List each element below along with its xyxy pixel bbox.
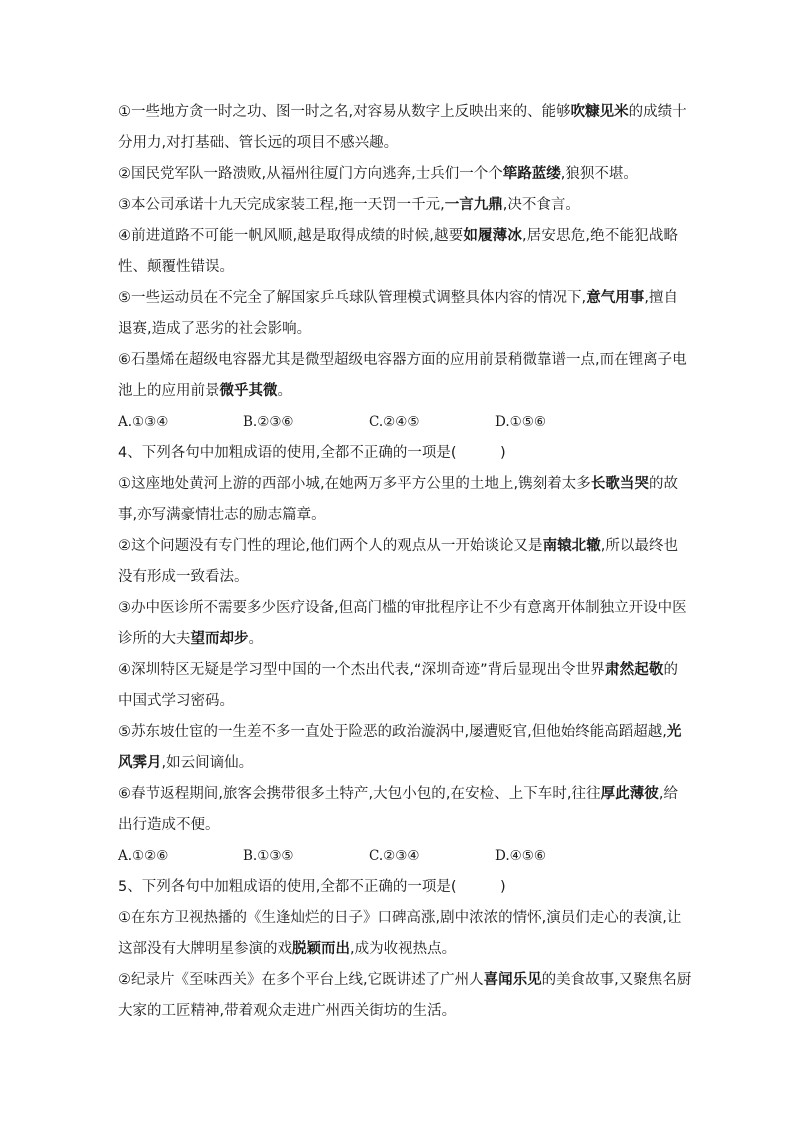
sentence-item (118, 779, 678, 841)
sentence-line (118, 562, 678, 593)
sentence-text: ,给 (658, 786, 679, 802)
sentence-text: ,如云间谪仙。 (161, 755, 254, 771)
sentence-item (118, 655, 678, 717)
sentence-text: ⑤苏东坡仕宦的一生差不多一直处于险恶的政治漩涡中,屡遭贬官,但他始终能高蹈超越, (118, 724, 667, 740)
bold-idiom: 南辕北辙 (542, 538, 601, 554)
sentence-line (118, 128, 678, 159)
sentence-line (118, 934, 678, 965)
sentence-line (118, 748, 678, 779)
option-a[interactable]: A.①②⑥ (118, 848, 169, 864)
sentence-text: 诊所的大夫 (118, 631, 191, 647)
sentence-text: 大家的工匠精神,带着观众走进广州西关街坊的生活。 (118, 1003, 457, 1019)
sentence-text: 的美食故事,又聚焦名厨 (541, 972, 692, 988)
sentence-text: ,狼狈不堪。 (560, 166, 638, 182)
sentence-line (118, 283, 678, 314)
sentence-item (118, 345, 687, 407)
sentence-item (118, 903, 682, 965)
bold-idiom: 吹糠见米 (570, 104, 629, 120)
sentence-item (118, 593, 687, 655)
sentence-item (118, 469, 678, 531)
sentence-item (118, 159, 678, 190)
bold-idiom: 光 (666, 724, 682, 740)
sentence-text: ④前进道路不可能一帆风顺,越是取得成绩的时候,越要 (118, 228, 464, 244)
sentence-text: ④深圳特区无疑是学习型中国的一个杰出代表,“深圳奇迹”背后显现出令世界 (118, 662, 605, 678)
sentence-text: 池上的应用前景 (118, 383, 220, 399)
sentence-text: ,成为收视热点。 (350, 941, 457, 957)
sentence-line (118, 500, 678, 531)
sentence-line (118, 469, 678, 500)
sentence-text: 的成绩十 (628, 104, 687, 120)
sentence-line (118, 996, 678, 1027)
question-3-options (118, 407, 678, 438)
question-4-items (118, 469, 687, 841)
sentence-line (118, 686, 678, 717)
sentence-text: 。 (248, 631, 263, 647)
sentence-text: 中国式学习密码。 (118, 693, 234, 709)
sentence-text: 分用力,对打基础、管长远的项目不感兴趣。 (118, 135, 399, 151)
sentence-line (118, 717, 682, 748)
sentence-item (118, 717, 682, 779)
sentence-text: 没有形成一致看法。 (118, 569, 249, 585)
sentence-item (118, 190, 678, 221)
question-3-items (118, 97, 687, 407)
sentence-line (118, 376, 678, 407)
sentence-text: ,决不食言。 (502, 197, 580, 213)
sentence-text: ,所以最终也 (600, 538, 679, 554)
question-5-items (118, 903, 692, 1027)
bold-idiom: 风霁月 (118, 755, 162, 771)
question-4-options (118, 841, 678, 872)
document-page (118, 97, 692, 1027)
sentence-text: 出行造成不便。 (118, 817, 220, 833)
sentence-line (118, 252, 678, 283)
bold-idiom: 喜闻乐见 (483, 972, 542, 988)
sentence-item (118, 221, 678, 283)
sentence-text: 的故 (648, 476, 679, 492)
sentence-line (118, 965, 692, 996)
bold-idiom: 一言九鼎 (444, 197, 503, 213)
sentence-text: 退赛,造成了恶劣的社会影响。 (118, 321, 312, 337)
sentence-text: 性、颠覆性错误。 (118, 259, 234, 275)
question-4-stem: 4、下列各句中加粗成语的使用,全都不正确的一项是( ) (118, 445, 506, 461)
sentence-line (118, 655, 678, 686)
sentence-text: ②这个问题没有专门性的理论,他们两个人的观点从一开始谈论又是 (118, 538, 543, 554)
bold-idiom: 微乎其微 (219, 383, 278, 399)
sentence-text: 事,亦写满豪情壮志的励志篇章。 (118, 507, 326, 523)
sentence-text: ⑥石墨烯在超级电容器尤其是微型超级电容器方面的应用前景稍微靠谱一点,而在锂离子电 (118, 352, 687, 368)
sentence-line (118, 531, 678, 562)
sentence-line (118, 593, 687, 624)
question-5-stem: 5、下列各句中加粗成语的使用,全都不正确的一项是( ) (118, 879, 506, 895)
bold-idiom: 脱颖而出 (292, 941, 350, 957)
sentence-line (118, 97, 687, 128)
sentence-text: 的 (663, 662, 679, 678)
sentence-item (118, 965, 692, 1027)
bold-idiom: 意气用事 (586, 290, 645, 306)
bold-idiom: 如履薄冰 (463, 228, 522, 244)
sentence-line (118, 624, 678, 655)
sentence-text: ⑤一些运动员在不完全了解国家乒乓球队管理模式调整具体内容的情况下, (118, 290, 587, 306)
option-d[interactable]: D.④⑤⑥ (495, 848, 546, 864)
option-b[interactable]: B.①③⑤ (243, 848, 294, 864)
bold-idiom: 长歌当哭 (590, 476, 649, 492)
sentence-text: ②纪录片《至味西关》在多个平台上线,它既讲述了广州人 (118, 972, 484, 988)
sentence-text: ⑥春节返程期间,旅客会携带很多土特产,大包小包的,在安检、上下车时,往往 (118, 786, 601, 802)
sentence-text: ②国民党军队一路溃败,从福州往厦门方向逃奔,士兵们一个个 (118, 166, 503, 182)
sentence-text: ,居安思危,绝不能犯战略 (521, 228, 679, 244)
sentence-line (118, 345, 687, 376)
sentence-line (118, 190, 678, 221)
bold-idiom: 望而却步 (190, 631, 249, 647)
bold-idiom: 肃然起敬 (604, 662, 664, 678)
sentence-line (118, 159, 678, 190)
sentence-text: 。 (277, 383, 292, 399)
sentence-text: ①这座地处黄河上游的西部小城,在她两万多平方公里的土地上,镌刻着太多 (118, 476, 591, 492)
sentence-line (118, 221, 678, 252)
bold-idiom: 筚路蓝缕 (502, 166, 561, 182)
sentence-item (118, 283, 678, 345)
sentence-text: ①一些地方贪一时之功、图一时之名,对容易从数字上反映出来的、能够 (118, 104, 571, 120)
option-b[interactable]: B.②③⑥ (243, 414, 294, 430)
sentence-item (118, 97, 687, 159)
sentence-line (118, 314, 678, 345)
sentence-item (118, 531, 678, 593)
sentence-line (118, 810, 678, 841)
option-a[interactable]: A.①③④ (118, 414, 169, 430)
option-c[interactable]: C.②③④ (369, 848, 420, 864)
sentence-text: ③本公司承诺十九天完成家装工程,拖一天罚一千元, (118, 197, 445, 213)
option-c[interactable]: C.②④⑤ (369, 414, 420, 430)
sentence-text: ,擅自 (644, 290, 679, 306)
sentence-text: ①在东方卫视热播的《生逢灿烂的日子》口碑高涨,剧中浓浓的情怀,演员们走心的表演,让 (118, 910, 682, 926)
sentence-line (118, 903, 682, 934)
bold-idiom: 厚此薄彼 (600, 786, 659, 802)
sentence-text: 这部没有大牌明星参演的戏 (118, 941, 292, 957)
sentence-line (118, 779, 678, 810)
sentence-text: ③办中医诊所不需要多少医疗设备,但高门槛的审批程序让不少有意离开体制独立开设中医 (118, 600, 687, 616)
option-d[interactable]: D.①⑤⑥ (495, 414, 546, 430)
